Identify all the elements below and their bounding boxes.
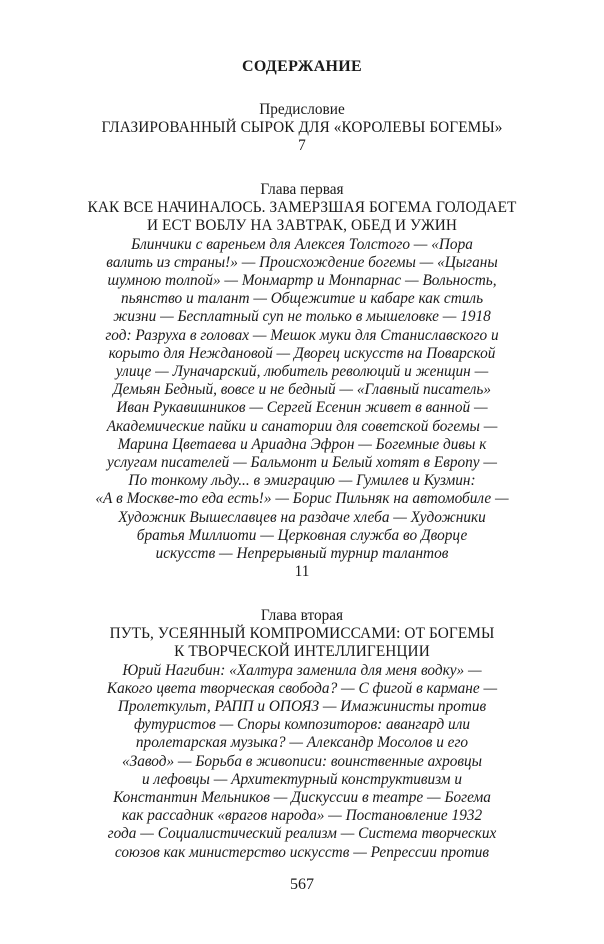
summary-line: пролетарская музыка? — Александр Мосолов и его <box>135 734 469 752</box>
summary-line: Юрий Нагибин: «Халтура заменила для меня водку» — <box>122 661 482 679</box>
chapter-title-line: КАК ВСЕ НАЧИНАЛОСЬ. ЗАМЕРЗШАЯ БОГЕМА ГОЛОДАЕТ <box>87 199 517 217</box>
summary-line: «А в Москве-то еда есть!» — Борис Пильняк на автомобиле — <box>95 490 509 508</box>
summary-line: услугам писателей — Бальмонт и Белый хотят в Европу — <box>106 454 498 472</box>
chapter-1-entry <box>62 181 542 581</box>
summary-line: Блинчики с вареньем для Алексея Толстого — «Пора <box>131 235 473 253</box>
chapter-2-entry <box>62 607 542 862</box>
chapter-title-line: К ТВОРЧЕСКОЙ ИНТЕЛЛИГЕНЦИИ <box>174 643 430 661</box>
summary-line: и лефовцы — Архитектурный конструктивизм и <box>141 770 463 788</box>
summary-line: искусств — Непрерывный турнир талантов <box>155 545 449 563</box>
summary-line: Академические пайки и санатории для советской богемы — <box>106 417 498 435</box>
summary-line: Демьян Бедный, вовсе и не бедный — «Главный писатель» <box>112 381 492 399</box>
summary-line: Иван Рукавишников — Сергей Есенин живет в ванной — <box>116 399 488 417</box>
summary-line: корыто для Неждановой — Дворец искусств на Поварской <box>108 344 496 362</box>
summary-line: Пролеткульт, РАПП и ОПОЯЗ — Имажинисты против <box>117 698 487 716</box>
summary-line: год: Разруха в головах — Мешок муки для Станиславского и <box>105 326 499 344</box>
summary-line: Константин Мельников — Дискуссии в театре — Богема <box>113 789 491 807</box>
summary-line: Какого цвета творческая свобода? — С фигой в кармане — <box>106 679 498 697</box>
summary-line: валить из страны!» — Происхождение богемы — «Цыганы <box>106 253 498 271</box>
page-number: 567 <box>290 876 314 893</box>
summary-line: «Завод» — Борьба в живописи: воинственные ахровцы <box>121 752 483 770</box>
summary-line: улице — Луначарский, любитель революций и женщин — <box>115 363 489 381</box>
summary-line: футуристов — Споры композиторов: авангард или <box>133 716 471 734</box>
summary-line: как рассадник «врагов народа» — Постановление 1932 <box>121 807 483 825</box>
chapter-title-line: И ЕСТ ВОБЛУ НА ЗАВТРАК, ОБЕД И УЖИН <box>146 217 458 235</box>
preface-title: ГЛАЗИРОВАННЫЙ СЫРОК ДЛЯ «КОРОЛЕВЫ БОГЕМЫ» <box>101 119 503 137</box>
chapter-title-line: ПУТЬ, УСЕЯННЫЙ КОМПРОМИССАМИ: ОТ БОГЕМЫ <box>109 625 495 643</box>
summary-line: союзов как министерство искусств — Репрессии против <box>114 843 490 861</box>
toc-heading: СОДЕРЖАНИЕ <box>241 58 363 75</box>
summary-line: жизни — Бесплатный суп не только в мышеловке — 1918 <box>113 308 491 326</box>
summary-line: братья Миллиоти — Церковная служба во Дворце <box>136 526 468 544</box>
chapter-label: Глава первая <box>260 181 344 198</box>
summary-line: пьянство и талант — Общежитие и кабаре как стиль <box>120 290 484 308</box>
summary-line: Марина Цветаева и Ариадна Эфрон — Богемные дивы к <box>117 435 487 453</box>
chapter-label: Глава вторая <box>260 607 344 624</box>
preface-entry <box>62 101 542 156</box>
chapter-page-number: 11 <box>294 563 310 581</box>
summary-line: По тонкому льду... в эмиграцию — Гумилев и Кузмин: <box>128 472 476 490</box>
preface-label: Предисловие <box>259 101 345 118</box>
summary-line: Художник Вышеславцев на раздаче хлеба — Художники <box>118 508 486 526</box>
summary-line: года — Социалистический реализм — Система творческих <box>107 825 497 843</box>
summary-line: шумною толпой» — Монмартр и Монпарнас — Вольность, <box>107 272 497 290</box>
preface-page-number: 7 <box>298 137 306 155</box>
